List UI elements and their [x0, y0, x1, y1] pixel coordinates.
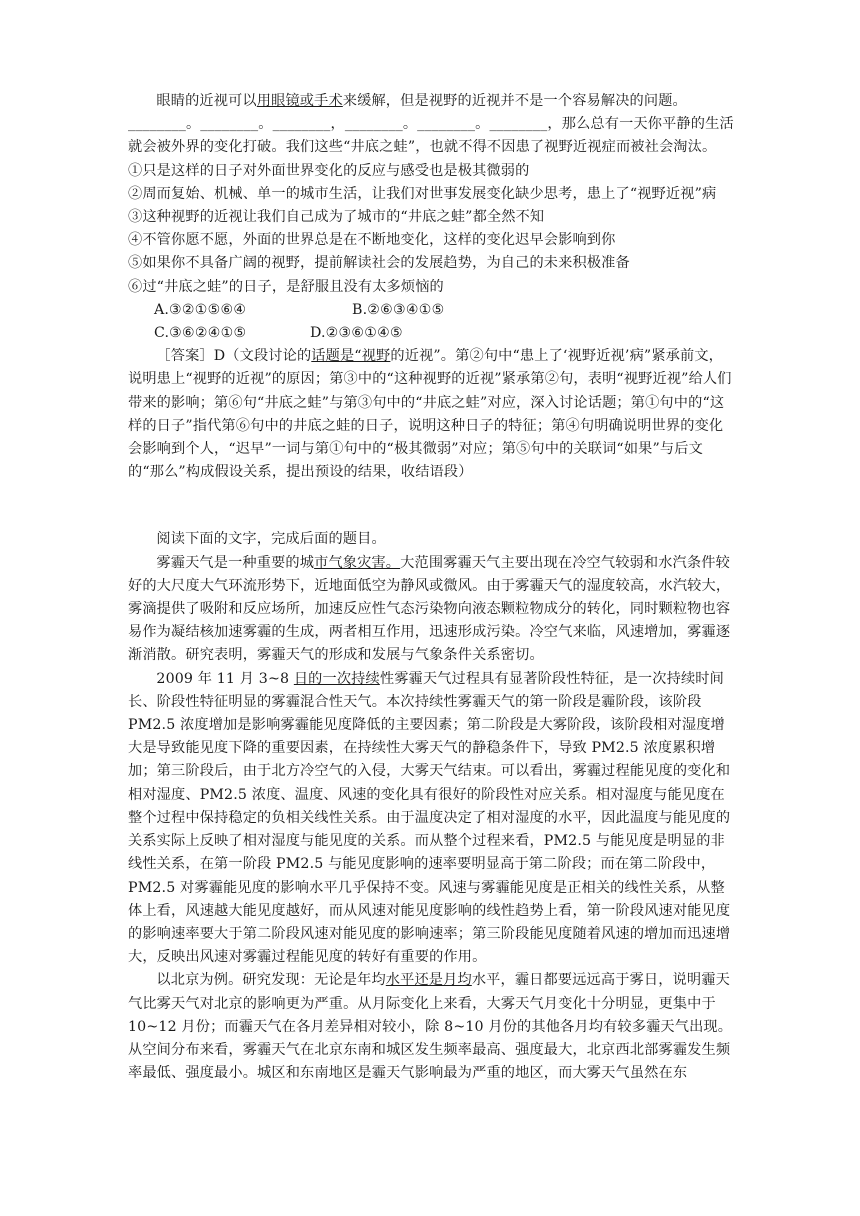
underlined-phrase: 市气象灾害。	[314, 554, 401, 571]
paragraph-1: 雾霾天气是一种重要的城市气象灾害。大范围雾霾天气主要出现在冷空气较弱和水汽条件较好的大尺度大气环流形势下，近地面低空为静风或微风。由于雾霾天气的湿度较高，水汽较大，雾滴提供了吸附和反应场所，加速反应性气态污染物向液态颗粒物成分的转化，同时颗粒物也容易作为凝结核加速雾霾的生成，两者相互作用，迅速形成污染。冷空气来临，风速增加，雾霾逐渐消散。研究表明，雾霾天气的形成和发展与气象条件关系密切。	[128, 554, 731, 664]
choice-b: B.②⑥③④①⑤	[352, 301, 445, 318]
option-6: ⑥过“井底之蛙”的日子，是舒服且没有太多烦恼的	[128, 278, 444, 295]
question-stem: 眼睛的近视可以用眼镜或手术来缓解，但是视野的近视并不是一个容易解决的问题。________。________。________，________。________。________，那么总有一天你平静的生活就会被外界的变化打破。我们这些“井底之蛙”，也就不得不因患了视野近视症而被社会淘汰。	[128, 93, 734, 156]
option-1: ①只是这样的日子对外面世界变化的反应与感受也是极其微弱的	[128, 162, 530, 179]
choice-a: A.③②①⑤⑥④	[154, 301, 247, 318]
option-5: ⑤如果你不具备广阔的视野，提前解读社会的发展趋势，为自己的未来积极准备	[128, 255, 630, 272]
reading-section	[128, 528, 736, 1085]
document-page	[128, 90, 736, 1085]
option-3: ③这种视野的近视让我们自己成为了城市的“井底之蛙”都全然不知	[128, 209, 545, 226]
underlined-phrase: 用眼镜或手术	[256, 93, 343, 109]
underlined-phrase: 话题是“视野	[311, 348, 391, 365]
choice-row-1	[128, 299, 736, 322]
option-4: ④不管你愿不愿，外面的世界总是在不断地变化，这样的变化迟早会影响到你	[128, 232, 616, 249]
underlined-phrase: 水平还是月均	[385, 972, 472, 989]
paragraph-3: 以北京为例。研究发现：无论是年均水平还是月均水平，霾日都要远远高于雾日，说明霾天气比雾天气对北京的影响更为严重。从月际变化上来看，大雾天气月变化十分明显，更集中于 10~12 月份；而霾天气在各月差异相对较小，除 8~10 月份的其他各月均有较多霾天气出现。从空间分布来看，雾霾天气在北京东南和城区发生频率最高、强度最大，北京西北部雾霾发生频率最低、强度最小。城区和东南地区是霾天气影响最为严重的地区，而大雾天气虽然在东	[128, 972, 733, 1082]
reading-instruction: 阅读下面的文字，完成后面的题目。	[156, 531, 386, 548]
option-2: ②周而复始、机械、单一的城市生活，让我们对世事发展变化缺少思考，患上了“视野近视”病	[128, 185, 717, 202]
choice-d: D.②③⑥①④⑤	[310, 325, 403, 342]
section-gap	[128, 484, 736, 528]
answer-explanation: ［答案］D（文段讨论的话题是“视野的近视”。第②句中“患上了‘视野近视’病”紧承前文，说明患上“视野的近视”的原因；第③中的“这种视野的近视”紧承第②句，表明“视野近视”给人们带来的影响；第⑥句“井底之蛙”与第③句中的“井底之蛙”对应，深入讨论话题；第①句中的“这样的日子”指代第⑥句中的井底之蛙的日子，说明这种日子的特征；第④句明确说明世界的变化会影响到个人，“迟早”一词与第①句中的“极其微弱”对应；第⑤句中的关联词“如果”与后文的“那么”构成假设关系，提出预设的结果，收结语段）	[128, 348, 732, 481]
choice-row-2	[128, 322, 736, 345]
underlined-phrase: 日的一次持续	[293, 670, 380, 687]
paragraph-2: 2009 年 11 月 3~8 日的一次持续性雾霾天气过程具有显著阶段性特征，是一次持续时间长、阶段性特征明显的雾霾混合性天气。本次持续性雾霾天气的第一阶段是霾阶段，该阶段 PM2.5 浓度增加是影响雾霾能见度降低的主要因素；第二阶段是大雾阶段，该阶段相对湿度增大是导致能见度下降的重要因素，在持续性大雾天气的静稳条件下，导致 PM2.5 浓度累积增加；第三阶段后，由于北方冷空气的入侵，大雾天气结束。可以看出，雾霾过程能见度的变化和相对湿度、PM2.5 浓度、温度、风速的变化具有很好的阶段性对应关系。相对湿度与能见度在整个过程中保持稳定的负相关线性关系。由于温度决定了相对湿度的水平，因此温度与能见度的关系实际上反映了相对湿度与能见度的关系。而从整个过程来看，PM2.5 与能见度是明显的非线性关系，在第一阶段 PM2.5 与能见度影响的速率要明显高于第二阶段；而在第二阶段中，PM2.5 对雾霾能见度的影响水平几乎保持不变。风速与雾霾能见度是正相关的线性关系，从整体上看，风速越大能见度越好，而从风速对能见度影响的线性趋势上看，第一阶段风速对能见度的影响速率要大于第二阶段风速对能见度的影响速率；第三阶段能见度随着风速的增加而迅速增大，反映出风速对雾霾过程能见度的转好有重要的作用。	[128, 670, 731, 966]
choice-c: C.③⑥②④①⑤	[154, 325, 247, 342]
